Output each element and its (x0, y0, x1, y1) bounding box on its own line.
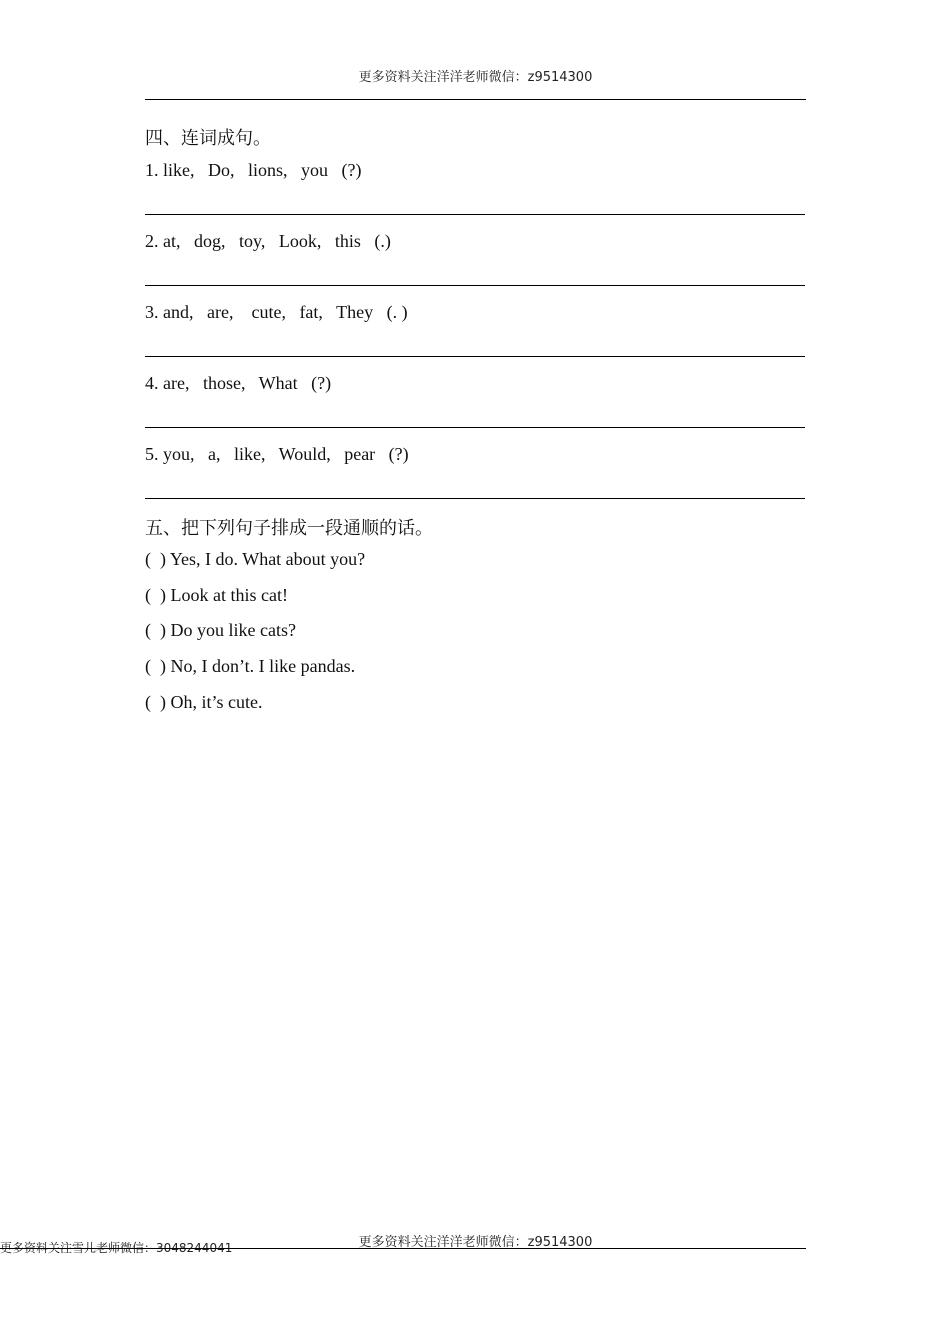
order-item-text: Yes, I do. What about you? (169, 549, 366, 569)
answer-line-2[interactable] (145, 285, 805, 286)
question-3: 3. and, are, cute, fat, They (. ) (145, 302, 408, 322)
order-bracket[interactable]: ( ) (145, 620, 166, 640)
order-bracket[interactable]: ( ) (145, 585, 166, 605)
section-5-heading: 五、把下列句子排成一段通顺的话。 (145, 518, 433, 539)
answer-line-3[interactable] (145, 356, 805, 357)
order-item-text: Oh, it’s cute. (170, 692, 263, 712)
order-item (145, 656, 355, 677)
answer-line-4[interactable] (145, 427, 805, 428)
section-4-heading: 四、连词成句。 (145, 128, 271, 149)
question-2: 2. at, dog, toy, Look, this (.) (145, 231, 391, 251)
answer-line-1[interactable] (145, 214, 805, 215)
footer-rule (0, 1248, 806, 1249)
order-item (145, 549, 365, 570)
page-header: 更多资料关注洋洋老师微信：z9514300 (358, 70, 593, 85)
header-rule (145, 99, 806, 100)
order-item (145, 585, 288, 606)
question-1: 1. like, Do, lions, you (?) (145, 160, 362, 180)
order-bracket[interactable]: ( ) (145, 549, 166, 569)
question-4: 4. are, those, What (?) (145, 373, 332, 393)
order-item-text: No, I don’t. I like pandas. (170, 656, 356, 676)
answer-line-5[interactable] (145, 498, 805, 499)
order-bracket[interactable]: ( ) (145, 692, 166, 712)
page-footer: 更多资料关注洋洋老师微信：z9514300 (358, 1235, 593, 1250)
question-5: 5. you, a, like, Would, pear (?) (145, 444, 409, 464)
order-item-text: Look at this cat! (170, 585, 288, 605)
order-item (145, 620, 296, 641)
order-item (145, 692, 263, 713)
footer-watermark: 更多资料关注雪儿老师微信：3048244041 (0, 1241, 233, 1255)
order-bracket[interactable]: ( ) (145, 656, 166, 676)
order-item-text: Do you like cats? (170, 620, 296, 640)
